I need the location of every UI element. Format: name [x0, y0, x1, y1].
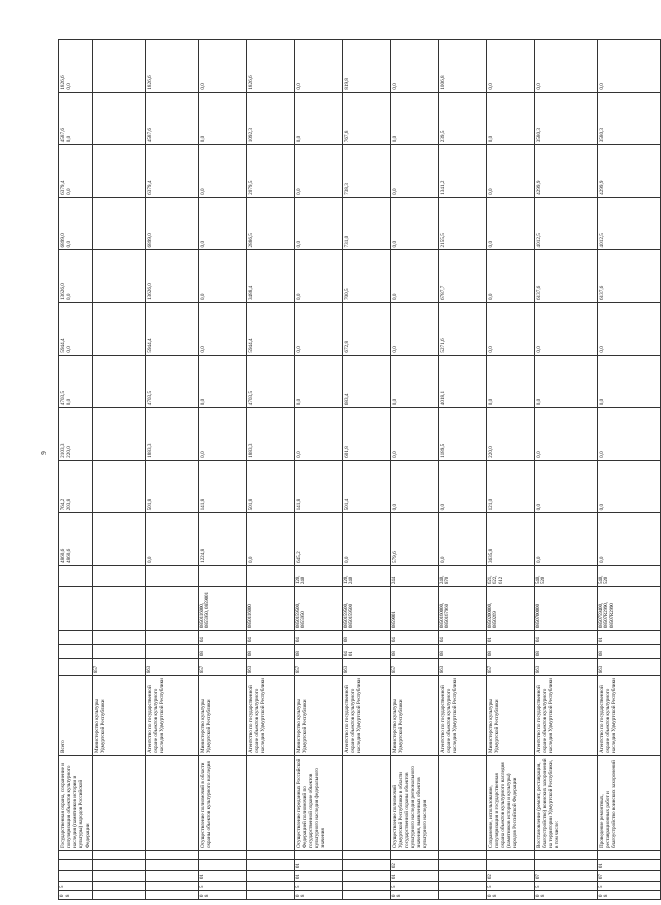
table-row — [294, 40, 342, 900]
grbs-cell: 863 — [438, 659, 486, 676]
year-value-cell: 731,0 — [342, 197, 390, 250]
measure-name-cell — [92, 756, 145, 851]
grbs-cell: 863 — [246, 659, 294, 676]
table-row — [92, 40, 145, 900]
target-article-cell: 0850116000 — [246, 587, 294, 631]
year-value-cell: 0,0 — [390, 145, 438, 198]
year-value-cell: 0,0 — [486, 92, 534, 145]
program-code-cell — [59, 871, 93, 882]
grbs-cell: 857 — [486, 659, 534, 676]
table-row — [246, 40, 294, 900]
expense-type-cell: 240, 870 — [438, 566, 486, 587]
subsection-code-cell: 04 — [246, 631, 294, 645]
measure-name-cell — [342, 756, 390, 851]
program-code-cell — [534, 860, 597, 871]
expense-type-cell: 120, 240 — [294, 566, 342, 587]
measure-name-cell — [145, 756, 198, 851]
responsible-cell: Агентство по государственной охране объектов культурного наследия Удмуртской Республики — [145, 676, 198, 756]
year-value-cell — [92, 40, 145, 93]
year-value-cell: 0,0 — [198, 250, 246, 303]
program-code-cell — [246, 871, 294, 882]
year-value-cell: 0,0 — [294, 92, 342, 145]
grbs-cell — [59, 659, 93, 676]
year-value-cell: 0,0 — [145, 513, 198, 566]
measure-name-cell: Осуществление полномочий в области охраны объектов культурного наследия — [198, 756, 246, 851]
program-code-cell — [59, 860, 93, 871]
year-value-cell: 6899,0 0,0 — [59, 197, 93, 250]
program-code-cell — [390, 851, 438, 860]
responsible-cell: Агентство по государственной охране объектов культурного наследия Удмуртской Республики — [246, 676, 294, 756]
expense-type-cell: 540, 520 — [597, 566, 660, 587]
year-value-cell: 0,0 — [534, 303, 597, 356]
year-value-cell — [92, 355, 145, 408]
program-code-cell — [145, 882, 198, 891]
program-code-cell — [342, 891, 390, 900]
year-value-cell: 1341,2 — [438, 145, 486, 198]
year-value-cell: 6379,4 — [145, 145, 198, 198]
program-code-cell — [145, 851, 198, 860]
program-code-cell — [92, 851, 145, 860]
year-value-cell: 0,0 — [246, 513, 294, 566]
year-value-cell — [92, 460, 145, 513]
year-value-cell: 141,8 — [198, 460, 246, 513]
section-code-cell — [145, 645, 198, 659]
responsible-cell: Агентство по государственной охране объектов культурного наследия Удмуртской Республики — [438, 676, 486, 756]
year-value-cell: 0,0 — [534, 408, 597, 461]
program-code-cell — [198, 860, 246, 871]
year-value-cell: 1224,8 — [198, 513, 246, 566]
expense-type-cell — [92, 566, 145, 587]
program-code-cell — [438, 871, 486, 882]
year-value-cell: 121,0 — [486, 460, 534, 513]
program-code-cell: 5 — [294, 882, 342, 891]
subsection-code-cell: 01 — [486, 631, 534, 645]
program-code-cell — [92, 871, 145, 882]
table-row — [145, 40, 198, 900]
program-code-cell — [342, 851, 390, 860]
program-code-cell: 08 — [534, 891, 597, 900]
year-value-cell: 579,6 — [390, 513, 438, 566]
year-value-cell: 0,0 — [438, 460, 486, 513]
section-code-cell: 08 — [390, 645, 438, 659]
year-value-cell: 0,0 — [597, 460, 660, 513]
year-value-cell: 0,0 — [294, 40, 342, 93]
year-value-cell: 0,0 — [486, 355, 534, 408]
year-value-cell: 0,0 — [294, 408, 342, 461]
target-article-cell — [92, 587, 145, 631]
grbs-cell: 863 — [534, 659, 597, 676]
program-code-cell — [486, 851, 534, 860]
program-code-cell — [342, 882, 390, 891]
program-code-cell — [597, 851, 660, 860]
year-value-cell: 764,2 203,8 — [59, 460, 93, 513]
year-value-cell: 0,0 — [390, 92, 438, 145]
year-value-cell: 0,0 — [534, 40, 597, 93]
target-article-cell: 0850159500, 0850159500 — [342, 587, 390, 631]
year-value-cell: 1826,6 — [246, 40, 294, 93]
section-code-cell — [92, 645, 145, 659]
subsection-code-cell — [145, 631, 198, 645]
program-code-cell: 01 — [198, 871, 246, 882]
program-code-cell — [438, 860, 486, 871]
target-article-cell — [59, 587, 93, 631]
program-code-cell: 5 — [486, 882, 534, 891]
year-value-cell: 0,0 — [390, 355, 438, 408]
grbs-cell: 857 — [198, 659, 246, 676]
year-value-cell: 683,4 — [342, 355, 390, 408]
year-value-cell: 672,8 — [342, 303, 390, 356]
target-article-cell: 0859001 — [390, 587, 438, 631]
subsection-code-cell: 04 — [534, 631, 597, 645]
expense-type-cell — [198, 566, 246, 587]
year-value-cell: 4703,5 — [145, 355, 198, 408]
year-value-cell — [92, 92, 145, 145]
year-value-cell: 5944,4 0,0 — [59, 303, 93, 356]
table-row — [59, 40, 93, 900]
program-code-cell: 01 — [294, 860, 342, 871]
grbs-cell: 863 — [145, 659, 198, 676]
table-row — [198, 40, 246, 900]
expense-type-cell — [145, 566, 198, 587]
table-row — [597, 40, 660, 900]
program-code-cell — [294, 851, 342, 860]
table-row — [438, 40, 486, 900]
program-code-cell — [246, 891, 294, 900]
program-code-cell — [246, 860, 294, 871]
measure-name-cell: Проведение ремонтных, реставрационных работ и благоустройство воинских захоронений — [597, 756, 660, 851]
year-value-cell: 0,0 — [198, 197, 246, 250]
program-code-cell — [92, 882, 145, 891]
program-code-cell: 01 — [597, 860, 660, 871]
year-value-cell: 3635,8 — [486, 513, 534, 566]
year-value-cell: 4860,6 4860,6 — [59, 513, 93, 566]
target-article-cell: 0850159500, 0855950 — [294, 587, 342, 631]
year-value-cell: 2079,5 — [246, 145, 294, 198]
year-value-cell: 0,0 — [198, 145, 246, 198]
year-value-cell: 4703,5 0,0 — [59, 355, 93, 408]
measure-name-cell — [246, 756, 294, 851]
year-value-cell: 4299,9 — [534, 145, 597, 198]
year-value-cell: 0,0 — [486, 250, 534, 303]
subsection-code-cell: 04 — [438, 631, 486, 645]
subsection-code-cell: 01 — [597, 631, 660, 645]
program-code-cell: 5 — [597, 882, 660, 891]
page-number: 9 — [39, 451, 48, 455]
year-value-cell: 0,0 — [438, 513, 486, 566]
year-value-cell: 0,0 — [342, 513, 390, 566]
measure-name-cell: Государственная охрана, сохранение и популяризация объектов культурного наследия (памятников истории и культуры) народов Российской Федерации — [59, 756, 93, 851]
table-row — [534, 40, 597, 900]
year-value-cell: 645,2 — [294, 513, 342, 566]
year-value-cell: 141,8 — [294, 460, 342, 513]
measure-name-cell: Осуществление полномочий Удмуртской Республики в области государственной охраны объектов культурного наследия регионального значения, выявленных объектов культурного наследия — [390, 756, 438, 851]
section-code-cell: 08 — [294, 645, 342, 659]
year-value-cell: 0,0 — [390, 40, 438, 93]
program-code-cell — [438, 891, 486, 900]
year-value-cell: 4018,1 — [438, 355, 486, 408]
program-code-cell: 02 — [390, 860, 438, 871]
year-value-cell: 4587,6 — [145, 92, 198, 145]
year-value-cell: 0,0 — [198, 40, 246, 93]
year-value-cell: 501,8 — [145, 460, 198, 513]
year-value-cell: 0,0 — [390, 197, 438, 250]
year-value-cell: 2155,5 — [438, 197, 486, 250]
program-code-cell — [145, 860, 198, 871]
document-canvas — [58, 40, 617, 900]
grbs-cell: 857 — [294, 659, 342, 676]
year-value-cell: 3488,4 — [246, 250, 294, 303]
year-value-cell: 819,8 — [342, 40, 390, 93]
expense-type-cell: 621, 622, 612 — [486, 566, 534, 587]
year-value-cell: 0,0 — [597, 40, 660, 93]
responsible-cell: Агентство по государственной охране объектов культурного наследия Удмуртской Республики — [534, 676, 597, 756]
subsection-code-cell: 04 — [294, 631, 342, 645]
program-code-cell — [145, 891, 198, 900]
program-code-cell — [92, 860, 145, 871]
year-value-cell: 0,0 — [198, 92, 246, 145]
year-value-cell: 0,0 — [294, 355, 342, 408]
program-code-cell: 01 — [294, 871, 342, 882]
table-row — [390, 40, 438, 900]
subsection-code-cell: 04 — [198, 631, 246, 645]
section-code-cell: 08 — [486, 645, 534, 659]
program-code-cell — [342, 871, 390, 882]
program-code-cell — [92, 891, 145, 900]
year-value-cell: 6137,6 — [534, 250, 597, 303]
program-code-cell: 5 — [390, 882, 438, 891]
year-value-cell: 3580,3 — [534, 92, 597, 145]
year-value-cell: 0,0 — [198, 408, 246, 461]
section-code-cell: 04 01 — [342, 645, 390, 659]
grbs-cell: 857 — [92, 659, 145, 676]
program-code-cell: 5 — [59, 882, 93, 891]
program-code-cell: 08 — [390, 891, 438, 900]
section-code-cell: 08 — [198, 645, 246, 659]
year-value-cell: 4587,6 0,0 — [59, 92, 93, 145]
section-code-cell: 08 — [597, 645, 660, 659]
program-code-cell: 08 — [597, 891, 660, 900]
program-code-cell: 07 — [534, 871, 597, 882]
program-code-cell — [342, 860, 390, 871]
year-value-cell: 4703,5 — [246, 355, 294, 408]
year-value-cell: 0,0 — [294, 250, 342, 303]
responsible-cell: Министерство культуры Удмуртской Республики — [486, 676, 534, 756]
program-code-cell: 07 — [597, 871, 660, 882]
target-article-cell — [145, 587, 198, 631]
year-value-cell: 0,0 — [294, 145, 342, 198]
year-value-cell: 700,5 — [342, 250, 390, 303]
year-value-cell — [92, 250, 145, 303]
year-value-cell: 0,0 — [390, 408, 438, 461]
program-code-cell — [438, 851, 486, 860]
year-value-cell — [92, 408, 145, 461]
year-value-cell: 5271,6 — [438, 303, 486, 356]
target-article-cell: 0850160000, 0850167960 — [438, 587, 486, 631]
year-value-cell: 0,0 — [597, 513, 660, 566]
year-value-cell: 0,0 — [486, 303, 534, 356]
responsible-cell: Министерство культуры Удмуртской Республики — [294, 676, 342, 756]
measure-name-cell: Восстановление (ремонт, реставрация, благоустройство) воинских захоронений на территории Удмуртской Республики, в том числе: — [534, 756, 597, 851]
grbs-cell: 857 — [390, 659, 438, 676]
expense-type-cell: 120, 240 — [342, 566, 390, 587]
program-code-cell: 08 — [294, 891, 342, 900]
table-body — [59, 40, 661, 900]
year-value-cell: 6899,0 — [145, 197, 198, 250]
year-value-cell: 0,0 — [486, 145, 534, 198]
program-code-cell — [145, 871, 198, 882]
year-value-cell: 0,0 — [486, 40, 534, 93]
program-code-cell — [486, 860, 534, 871]
year-value-cell: 738,3 — [342, 145, 390, 198]
year-value-cell: 501,4 — [342, 460, 390, 513]
budget-table — [58, 39, 661, 900]
table-row — [342, 40, 390, 900]
program-code-cell: 02 — [486, 871, 534, 882]
responsible-cell: Агентство по государственной охране объектов культурного наследия Удмуртской Республики — [342, 676, 390, 756]
year-value-cell: 0,0 — [534, 513, 597, 566]
expense-type-cell — [59, 566, 93, 587]
subsection-code-cell: 08 — [342, 631, 390, 645]
year-value-cell: 6379,4 0,0 — [59, 145, 93, 198]
responsible-cell: Министерство культуры Удмуртской Республики — [198, 676, 246, 756]
expense-type-cell: 244 — [390, 566, 438, 587]
year-value-cell: 4299,9 — [597, 145, 660, 198]
program-code-cell: 01 — [390, 871, 438, 882]
year-value-cell: 0,0 — [198, 303, 246, 356]
responsible-cell: Всего — [59, 676, 93, 756]
year-value-cell: 601,8 — [342, 408, 390, 461]
subsection-code-cell: 04 — [390, 631, 438, 645]
year-value-cell: 0,0 — [390, 303, 438, 356]
year-value-cell: 0,0 — [597, 303, 660, 356]
year-value-cell: 0,0 — [597, 355, 660, 408]
year-value-cell: 1092,3 — [246, 92, 294, 145]
target-article-cell: 0850700000 — [534, 587, 597, 631]
expense-type-cell: 540, 520 — [534, 566, 597, 587]
year-value-cell: 0,0 — [294, 197, 342, 250]
year-value-cell: 13626,0 — [145, 250, 198, 303]
program-code-cell — [246, 851, 294, 860]
year-value-cell: 2103,3 220,0 — [59, 408, 93, 461]
year-value-cell: 1883,3 — [246, 408, 294, 461]
table-row — [486, 40, 534, 900]
expense-type-cell — [246, 566, 294, 587]
year-value-cell: 4012,5 — [534, 197, 597, 250]
responsible-cell: Министерство культуры Удмуртской Республики — [92, 676, 145, 756]
year-value-cell: 220,0 — [486, 408, 534, 461]
year-value-cell: 6787,7 — [438, 250, 486, 303]
subsection-code-cell — [59, 631, 93, 645]
program-code-cell — [246, 882, 294, 891]
year-value-cell: 1826,6 — [145, 40, 198, 93]
year-value-cell: 1189,5 — [438, 408, 486, 461]
program-code-cell: 08 — [59, 891, 93, 900]
target-article-cell: 0850759400, 08507R2990, 08507R2990 — [597, 587, 660, 631]
section-code-cell — [59, 645, 93, 659]
year-value-cell: 1883,3 — [145, 408, 198, 461]
year-value-cell: 1826,6 0,0 — [59, 40, 93, 93]
program-code-cell: 08 — [486, 891, 534, 900]
year-value-cell: 6137,6 — [597, 250, 660, 303]
program-code-cell: 5 — [198, 882, 246, 891]
year-value-cell: 501,8 — [246, 460, 294, 513]
year-value-cell — [92, 513, 145, 566]
year-value-cell: 0,0 — [534, 355, 597, 408]
grbs-cell: 863 — [342, 659, 390, 676]
target-article-cell: 0850200000, 0850269 — [486, 587, 534, 631]
program-code-cell: 08 — [198, 891, 246, 900]
subsection-code-cell — [92, 631, 145, 645]
year-value-cell: 0,0 — [390, 250, 438, 303]
year-value-cell: 767,8 — [342, 92, 390, 145]
year-value-cell — [92, 145, 145, 198]
program-code-cell — [534, 851, 597, 860]
rotated-table-container — [58, 40, 617, 900]
year-value-cell: 3580,3 — [597, 92, 660, 145]
section-code-cell: 08 — [246, 645, 294, 659]
measure-name-cell: Осуществление переданных Российской Федерацией полномочий по государственной охране объектов культурного наследия федерального значения — [294, 756, 342, 851]
measure-name-cell: Сохранение, использование, популяризация и государственная охрана объектов культурного наследия (памятников истории и культуры) народов Российской Федерации — [486, 756, 534, 851]
year-value-cell: 0,0 — [534, 460, 597, 513]
target-article-cell: 0850116000, 0855950, 0859001 — [198, 587, 246, 631]
responsible-cell: Министерство культуры Удмуртской Республики — [390, 676, 438, 756]
year-value-cell: 5944,4 — [145, 303, 198, 356]
year-value-cell: 0,0 — [486, 197, 534, 250]
responsible-cell: Агентство по государственной охране объектов культурного наследия Удмуртской Республики — [597, 676, 660, 756]
program-code-cell — [438, 882, 486, 891]
year-value-cell: 1006,8 — [438, 40, 486, 93]
year-value-cell: 0,0 — [198, 355, 246, 408]
program-code-cell: 5 — [534, 882, 597, 891]
year-value-cell: 2886,5 — [246, 197, 294, 250]
measure-name-cell — [438, 756, 486, 851]
year-value-cell — [92, 197, 145, 250]
year-value-cell: 4012,5 — [597, 197, 660, 250]
section-code-cell: 08 — [534, 645, 597, 659]
grbs-cell: 863 — [597, 659, 660, 676]
year-value-cell: 0,0 — [294, 303, 342, 356]
year-value-cell: 0,0 — [390, 460, 438, 513]
year-value-cell: 239,5 — [438, 92, 486, 145]
year-value-cell: 0,0 — [597, 408, 660, 461]
year-value-cell: 13626,0 0,0 — [59, 250, 93, 303]
year-value-cell — [92, 303, 145, 356]
year-value-cell: 5944,4 — [246, 303, 294, 356]
section-code-cell: 08 — [438, 645, 486, 659]
program-code-cell — [198, 851, 246, 860]
program-code-cell — [59, 851, 93, 860]
